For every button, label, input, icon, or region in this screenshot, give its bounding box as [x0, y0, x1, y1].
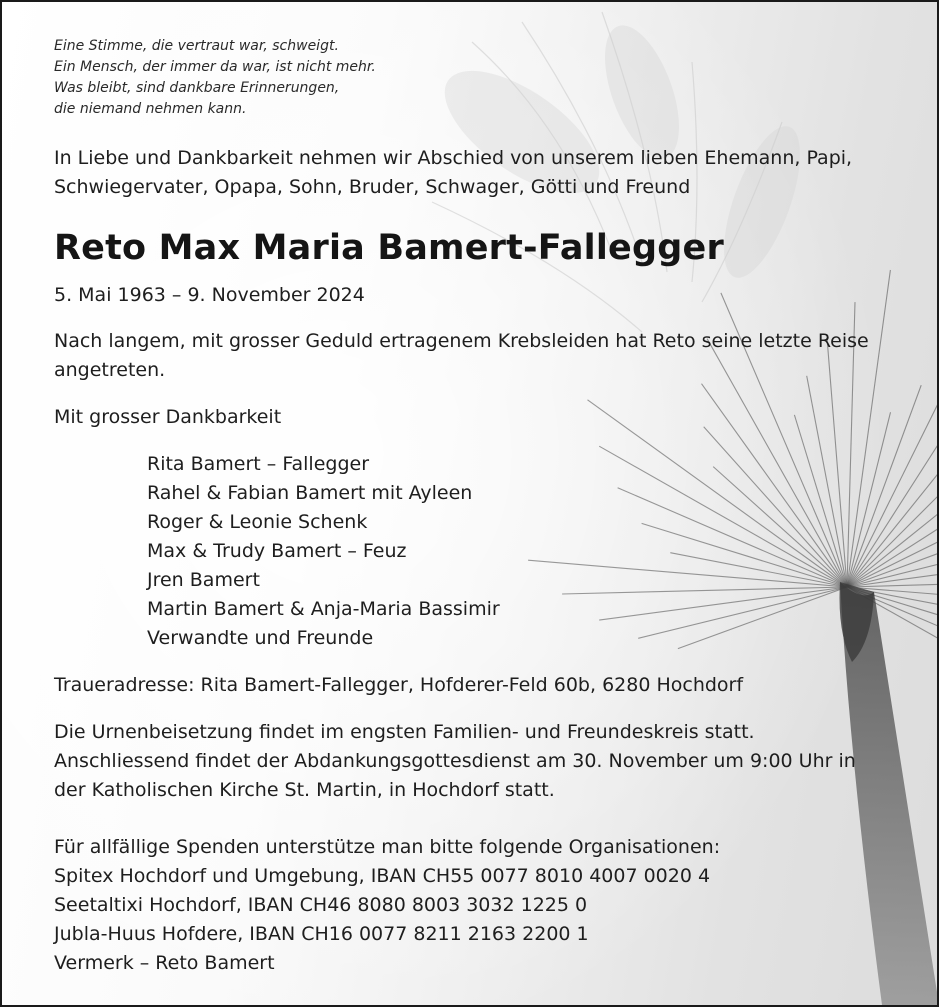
- illness-line: Nach langem, mit grosser Geduld ertragenem Krebsleiden hat Reto seine letzte Reise: [54, 330, 869, 352]
- illness-note: [54, 327, 869, 385]
- service-line: der Katholischen Kirche St. Martin, in Hochdorf statt.: [54, 779, 555, 801]
- intro-line: Schwiegervater, Opapa, Sohn, Bruder, Schwager, Götti und Freund: [54, 176, 691, 198]
- mourner-name: Roger & Leonie Schenk: [147, 511, 368, 533]
- dates-text: 5. Mai 1963 – 9. November 2024: [54, 284, 365, 306]
- mourner-name: Rita Bamert – Fallegger: [147, 453, 370, 475]
- thanks-line: [54, 403, 281, 432]
- donation-line: Für allfällige Spenden unterstütze man bitte folgende Organisationen:: [54, 836, 721, 858]
- donation-line: Jubla-Huus Hofdere, IBAN CH16 0077 8211 2163 2200 1: [54, 923, 589, 945]
- donation-info: [54, 833, 720, 978]
- mourner-name: Rahel & Fabian Bamert mit Ayleen: [147, 482, 473, 504]
- poem-line: Eine Stimme, die vertraut war, schweigt.: [54, 38, 339, 54]
- donation-line: Spitex Hochdorf und Umgebung, IBAN CH55 0077 8010 4007 0020 4: [54, 865, 711, 887]
- mourner-name: Verwandte und Freunde: [147, 627, 374, 649]
- poem-line: die niemand nehmen kann.: [54, 101, 247, 117]
- service-line: Die Urnenbeisetzung findet im engsten Familien- und Freundeskreis statt.: [54, 721, 755, 743]
- mourning-address: [54, 671, 743, 700]
- farewell-intro: [54, 144, 852, 202]
- poem-line: Ein Mensch, der immer da war, ist nicht mehr.: [54, 59, 376, 75]
- mourner-name: Martin Bamert & Anja-Maria Bassimir: [147, 598, 500, 620]
- mourner-name: Jren Bamert: [147, 569, 260, 591]
- service-line: Anschliessend findet der Abdankungsgottesdienst am 30. November um 9:00 Uhr in: [54, 750, 856, 772]
- thanks-text: Mit grosser Dankbarkeit: [54, 406, 282, 428]
- service-info: [54, 718, 856, 805]
- address-text: Traueradresse: Rita Bamert-Fallegger, Hofderer-Feld 60b, 6280 Hochdorf: [54, 674, 744, 696]
- donation-line: Vermerk – Reto Bamert: [54, 952, 275, 974]
- mourner-name: Max & Trudy Bamert – Feuz: [147, 540, 407, 562]
- life-dates: [54, 281, 365, 310]
- deceased-name: Reto Max Maria Bamert-Fallegger: [54, 228, 724, 268]
- illness-line: angetreten.: [54, 359, 166, 381]
- donation-line: Seetaltixi Hochdorf, IBAN CH46 8080 8003 3032 1225 0: [54, 894, 588, 916]
- intro-line: In Liebe und Dankbarkeit nehmen wir Abschied von unserem lieben Ehemann, Papi,: [54, 147, 853, 169]
- poem-line: Was bleibt, sind dankbare Erinnerungen,: [54, 80, 340, 96]
- mourners-list: [147, 450, 500, 653]
- memorial-poem: [54, 36, 376, 120]
